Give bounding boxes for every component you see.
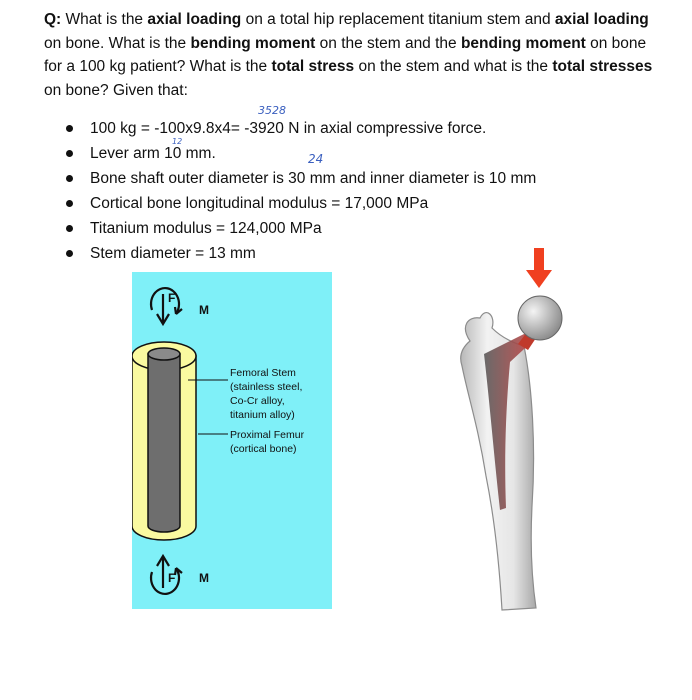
femur-label-line: Proximal Femur — [230, 429, 305, 441]
question-text: Q: What is the axial loading on a total hip replacement titanium stem and axial loading on bone. What is the bending moment on the stem and the bending moment on bone for a 100 kg patient? What is the total stress on the stem and what is the total stresses on bone? Given that: — [44, 11, 653, 99]
top-force-label: F — [168, 291, 176, 305]
handwritten-diameter-note: 24 — [308, 152, 324, 166]
stem-label-line: (stainless steel, — [230, 381, 303, 393]
handwritten-force-note: 3528 — [258, 104, 286, 117]
given-item: 100 kg = -100x9.8x4= -3920 N in axial compressive force. — [64, 116, 536, 141]
top-moment-label: M — [199, 303, 209, 317]
femoral-stem — [148, 348, 180, 532]
question-label: Q: — [44, 11, 62, 28]
given-item: Stem diameter = 13 mm — [64, 241, 536, 266]
given-item: Titanium modulus = 124,000 MPa — [64, 216, 536, 241]
femur-label-line: (cortical bone) — [230, 443, 297, 455]
bottom-force-label: F — [168, 571, 176, 585]
hip-implant-illustration — [440, 246, 580, 616]
handwritten-lever-note: 12 — [172, 137, 183, 146]
implant-ball — [518, 296, 562, 340]
stem-label-line: Co-Cr alloy, — [230, 395, 285, 407]
stem-label-line: Femoral Stem — [230, 367, 296, 379]
givens-list — [64, 116, 536, 266]
bottom-moment-label: M — [199, 571, 209, 585]
given-item: Bone shaft outer diameter is 30 mm and inner diameter is 10 mm — [64, 166, 536, 191]
stem-bone-diagram — [132, 272, 332, 609]
given-item: Cortical bone longitudinal modulus = 17,000 MPa — [64, 191, 536, 216]
stem-label-line: titanium alloy) — [230, 409, 295, 421]
load-arrow-icon — [526, 248, 552, 288]
given-item: Lever arm 10 mm. — [64, 141, 536, 166]
